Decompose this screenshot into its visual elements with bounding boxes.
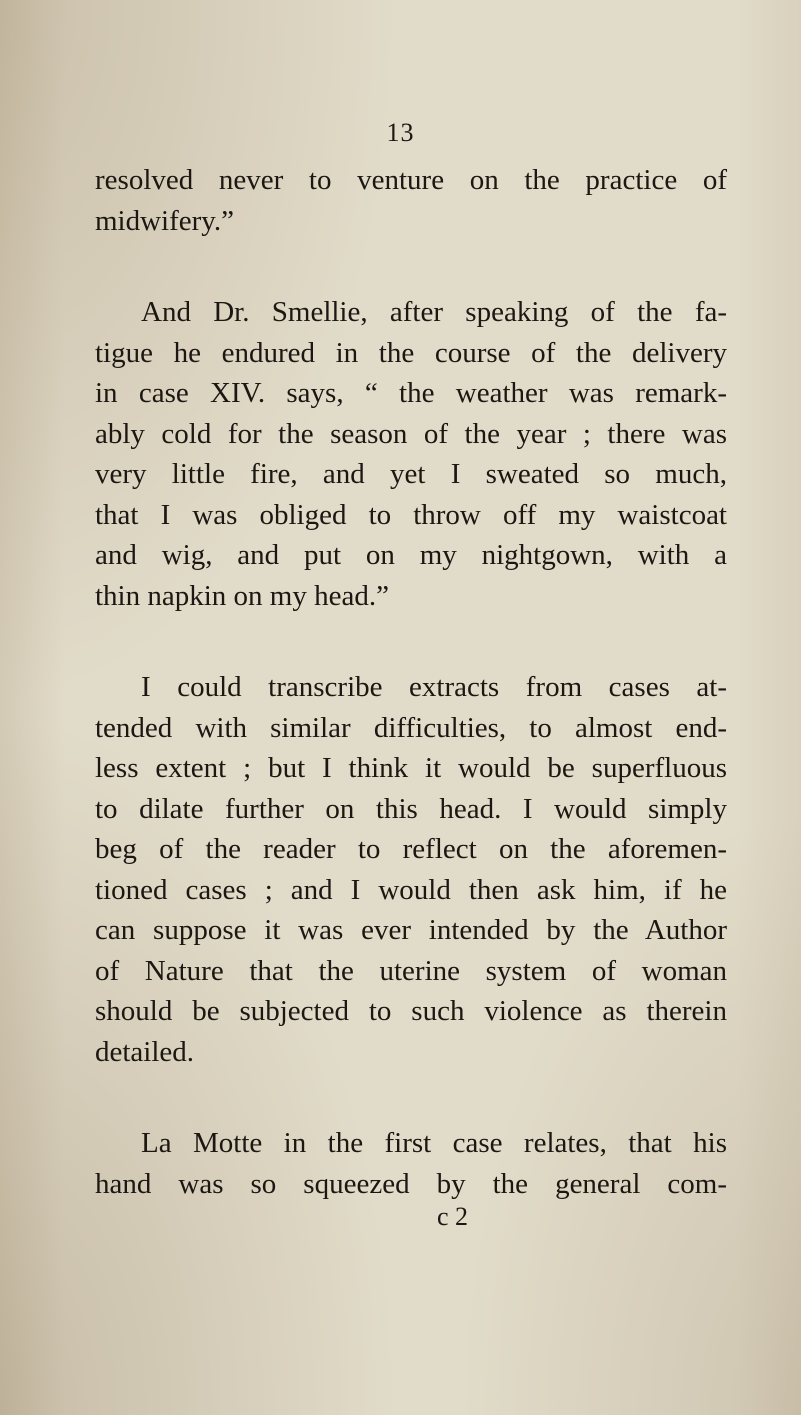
text-line: very little fire, and yet I sweated so much, xyxy=(95,458,727,490)
text-line: of Nature that the uterine system of woman xyxy=(95,954,727,987)
text-line: less extent ; but I think it would be superfluous xyxy=(95,752,727,784)
text-line: should be subjected to such violence as therein xyxy=(95,995,727,1027)
text-line: tended with similar difficulties, to almost end- xyxy=(95,711,727,744)
text-line: can suppose it was ever intended by the Author xyxy=(95,914,727,946)
paragraph xyxy=(95,292,727,616)
text-line: detailed. xyxy=(95,1035,195,1068)
paragraph xyxy=(95,160,727,241)
paragraph xyxy=(95,667,727,1072)
text-line: resolved never to venture on the practice of xyxy=(95,164,727,196)
text-line: ably cold for the season of the year ; there was xyxy=(95,417,727,450)
paragraph xyxy=(95,1123,727,1204)
page-number: 13 xyxy=(386,118,415,147)
text-line: that I was obliged to throw off my waistcoat xyxy=(95,498,727,531)
signature-mark: c 2 xyxy=(437,1202,469,1231)
text-line: to dilate further on this head. I would simply xyxy=(95,792,727,825)
body-text xyxy=(95,160,727,1232)
text-line: midwifery.” xyxy=(95,204,235,237)
text-line: And Dr. Smellie, after speaking of the fa- xyxy=(141,296,727,328)
text-line: tigue he endured in the course of the delivery xyxy=(95,336,727,369)
text-line: and wig, and put on my nightgown, with a xyxy=(95,539,727,571)
text-line: La Motte in the first case relates, that his xyxy=(141,1127,727,1159)
text-line: I could transcribe extracts from cases at- xyxy=(141,671,727,703)
text-line: hand was so squeezed by the general com- xyxy=(95,1167,727,1200)
text-line: in case XIV. says, “ the weather was remark- xyxy=(95,377,727,409)
text-line: thin napkin on my head.” xyxy=(95,579,389,612)
text-line: beg of the reader to reflect on the aforemen- xyxy=(95,833,727,865)
text-line: tioned cases ; and I would then ask him, if he xyxy=(95,873,727,906)
